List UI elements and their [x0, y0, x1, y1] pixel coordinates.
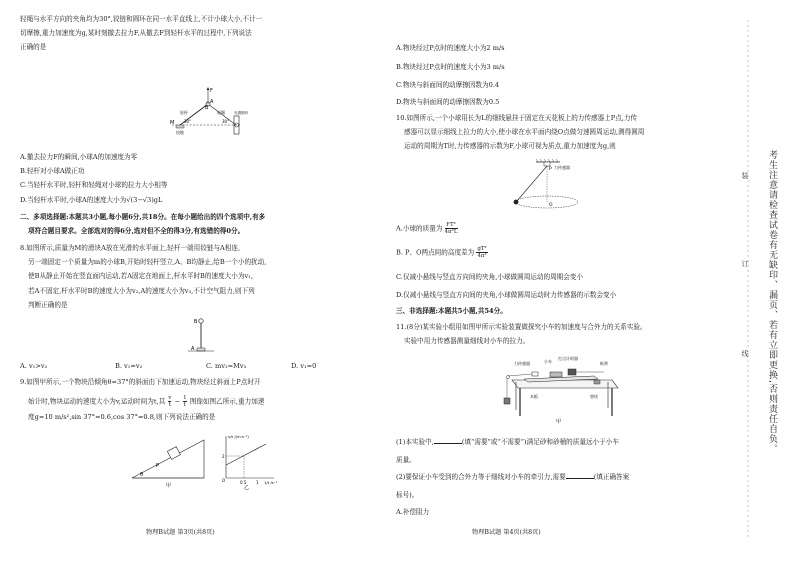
q11-string [508, 374, 532, 376]
q9-label-jia: 甲 [166, 483, 172, 489]
q9-figure-jia [126, 432, 208, 488]
q10-string [516, 166, 547, 202]
q9-line-3: 度g=10 m/s²,sin 37°=0.6,cos 37°=0.8,则下列说法正确的是 [28, 413, 216, 421]
q11-option-a: A.补偿阻力 [396, 508, 430, 516]
q9-line-2-text: 始计时,物块运动的速度大小为v,运动时间为t,其 [28, 397, 166, 406]
q7-label-hinge: 铰链 [176, 130, 184, 135]
q9-fraction-1-t [183, 395, 187, 408]
q9-option-a: A.物块经过P点时的速度大小为2 m/s [396, 44, 505, 52]
q10-b-frac-bot: 4π² [477, 253, 487, 259]
q9-eq-minus: − [174, 397, 181, 406]
q8-option-b: B. v₁=v₂ [115, 362, 143, 370]
binding-mark-3: 线 [741, 350, 749, 357]
binding-mark-1: 装 [741, 172, 749, 179]
q10-option-a-fraction [445, 222, 458, 235]
q7-hinge-base [176, 125, 184, 128]
q10-a-frac-top: FT² [446, 222, 456, 228]
q11-blank-1[interactable] [434, 438, 462, 444]
q11-label-car: 小车 [544, 359, 552, 364]
q9-frac2-bot: t [183, 402, 186, 408]
q9-axis-y-label: v/t /(m·s⁻²) [228, 434, 249, 439]
q11-part-1-line-2: 质量。 [396, 456, 416, 464]
q9-line-2 [28, 395, 264, 408]
q7-option-d: D.当轻杆水平时,小球A的速度大小为√(3−√3)gL [20, 196, 163, 204]
q8-line-4: 若A不固定,杆水平时B的速度大小为v₂,A的速度大小为v₃,不计空气阻力,则下列 [28, 287, 255, 295]
q11-force-sensor [532, 372, 538, 376]
q9-label-p: P [156, 463, 160, 469]
q7-label-m: M [170, 120, 175, 126]
q8-block-a [197, 348, 205, 351]
q11-blank-2[interactable] [566, 473, 594, 479]
q9-option-b: B.物块经过P点时的速度大小为3 m/s [396, 63, 505, 71]
q9-tick-1: 1 [256, 480, 259, 485]
q7-option-c: C.当轻杆水平时,轻杆和轻绳对小球的拉力大小相等 [20, 181, 168, 189]
q10-ball [514, 200, 519, 205]
q8-figure [186, 316, 216, 354]
q8-option-c: C. mv₂=Mv₃ [206, 362, 247, 370]
q8-line-1: 8.如图所示,质量为M的滑块A放在光滑的水平面上,轻杆一端用铰链与A相连, [20, 244, 241, 252]
q8-label-b: B [194, 319, 198, 325]
left-page [0, 0, 388, 561]
q10-label-o: O [549, 203, 553, 208]
q8-option-a: A. v₁>v₂ [20, 362, 48, 370]
footer-page-4: 物理B试题 第4页(共8页) [472, 529, 541, 536]
q11-label-timer: 打点计时器 [558, 356, 578, 361]
q10-option-a [396, 222, 458, 235]
q11-pad [594, 380, 600, 384]
right-page [390, 0, 730, 561]
binding-margin [730, 0, 794, 561]
q9-label-yi: 乙 [244, 485, 250, 491]
q9-fraction-v-t [168, 395, 171, 408]
q11-part-2-line-2: 标号)。 [396, 491, 419, 499]
examinee-notice: 考生注意请检查试卷有无缺印、漏页、若有立即更换,否则责任自负。 [767, 150, 777, 454]
q11-timer [568, 369, 576, 375]
q9-label-theta: θ [140, 472, 144, 478]
q9-block [167, 447, 180, 460]
q7-label-rope: 轻绳 [217, 110, 225, 115]
q7-option-a: A.撤去拉力F的瞬间,小球A的加速度为零 [20, 153, 138, 161]
q7-label-f: F [210, 88, 213, 94]
q9-frac-bot: t [168, 402, 171, 408]
q10-b-frac-top: gT² [477, 246, 487, 252]
q11-label-pad: 垫块 [590, 394, 598, 399]
q11-part-2-a: (2)要保证小车受到的合外力等于细线对小车的牵引力,需要 [396, 473, 566, 481]
q10-sensor [544, 162, 550, 166]
q7-label-b: B [205, 105, 209, 111]
section-2-title: 二、多项选择题:本题共3小题,每小题6分,共18分。在每小题给出的四个选项中,有多 [20, 213, 266, 221]
q10-label-p: P [549, 167, 552, 172]
q9-axis-x-label: 1/t /s⁻¹ [264, 480, 278, 485]
q8-label-a: A [191, 346, 195, 352]
q11-sand-bucket [504, 398, 510, 404]
q7-label-30-b: 30° [222, 119, 230, 124]
q7-figure [170, 86, 250, 138]
q9-tick-05: 0.5 [240, 480, 247, 485]
section-3-title: 三、非选择题:本题共5小题,共54分。 [396, 307, 507, 315]
section-2-desc: 项符合题目要求。全部选对的得6分,选对但不全的得3分,有选错的得0分。 [28, 227, 245, 235]
q10-option-b [396, 246, 488, 259]
q11-line-1: 11.(8分)某实验小组用如图甲所示实验装置做探究小车的加速度与合外力的关系实验。 [396, 323, 647, 331]
q11-line-2: 实验中用力传感器测量细线对小车的拉力。 [404, 337, 530, 345]
q9-graph-line [226, 444, 266, 465]
q8-option-d: D. v₁=0 [291, 362, 317, 370]
binding-line [730, 0, 794, 561]
q11-part-1-line-1 [396, 438, 619, 447]
q9-figure-yi [220, 432, 276, 490]
q11-figure [494, 352, 624, 424]
q10-option-c: C.仅减小悬线与竖直方向间的夹角,小球做圆周运动的周期会变小 [396, 273, 584, 281]
q11-part-1-a: (1)本实验中, [396, 438, 434, 446]
q11-car [550, 372, 562, 377]
q7-label-30-a: 30° [184, 119, 192, 124]
q11-label-sensor: 力传感器 [514, 361, 530, 366]
q8-ball-b [199, 319, 203, 323]
q7-option-b: B.轻杆对小球A做正功 [20, 167, 85, 175]
q9-line-1: 9.如图甲所示,一个物块沿倾角θ=37°的斜面由下加速运动,物块经过斜面上P点时开 [20, 378, 261, 386]
q10-option-b-text: B. P、O两点间的高度差为 [396, 248, 475, 257]
q11-part-1-b: (填“需要”或“不需要”)满足砂和砂桶的质量远小于小车 [461, 438, 619, 446]
q10-option-d: D.仅减小悬线与竖直方向间的夹角,小球做圆周运动时力传感器的示数会变小 [396, 291, 617, 299]
q10-line-3: 运动的周期为T时,力传感器的示数为F,小球可视为质点,重力加速度为g,则 [404, 142, 616, 150]
q7-intro-line-1: 轻绳与水平方向的夹角均为30°,铰链和圆环在同一水平直线上,不计小球大小,不计一 [20, 15, 263, 23]
q7-force-arrowhead [207, 87, 210, 90]
q10-line-1: 10.如图所示,一个小球用长为L的细线悬挂于固定在天花板上的力传感器上P点,力传 [396, 114, 638, 122]
q10-a-frac-bot: 4π²L [444, 229, 458, 235]
q7-label-ring: 光滑圆环 [234, 111, 249, 115]
q11-label-jia: 甲 [556, 419, 562, 425]
q11-part-2-b: (填正确答案 [593, 473, 630, 481]
q9-frac2-top: 1 [183, 395, 187, 401]
q7-intro-line-3: 正确的是 [20, 43, 47, 51]
q10-label-sensor: 力传感器 [554, 165, 570, 170]
binding-mark-2: 订 [741, 260, 749, 267]
q9-origin: O [222, 478, 226, 483]
q10-figure [508, 158, 588, 214]
q8-line-5: 判断正确的是 [28, 301, 68, 309]
q7-label-a: A [210, 99, 214, 105]
q9-line-2-tail: 图像如图乙所示,重力加速 [189, 397, 265, 406]
q9-option-c: C.物块与斜面间的动摩擦因数为0.4 [396, 81, 500, 89]
q9-frac-top: v [168, 395, 172, 401]
q10-option-b-fraction [476, 246, 487, 259]
q8-line-3: 使B从静止开始在竖直面内运动,若A固定在地面上,杆水平时B的速度大小为v₁, [28, 272, 253, 280]
q11-label-tape: 纸带 [600, 361, 608, 366]
q9-option-d: D.物块与斜面间的动摩擦因数为0.5 [396, 98, 500, 106]
q10-line-2: 感器可以显示细线上拉力的大小,使小球在水平面内绕O点做匀速圆周运动,测得圆周 [404, 128, 645, 136]
q11-label-board: 木板 [530, 394, 538, 399]
q11-part-2-line-1 [396, 473, 629, 482]
q8-line-2: 另一端固定一个质量为m的小球B,开始时轻杆竖立,A、B均静止,给B一个小的扰动, [28, 258, 267, 266]
q7-label-rod: 轻杆 [180, 110, 188, 115]
q9-tick-2: 2 [222, 454, 225, 459]
q7-intro-line-2: 切摩擦,重力加速度为g,某时刻撤去拉力F,从撤去F到轻杆水平的过程中,下列说法 [20, 29, 252, 37]
q10-option-a-text: A.小球的质量为 [396, 224, 443, 233]
footer-page-3: 物理B试题 第3页(共8页) [146, 529, 215, 536]
